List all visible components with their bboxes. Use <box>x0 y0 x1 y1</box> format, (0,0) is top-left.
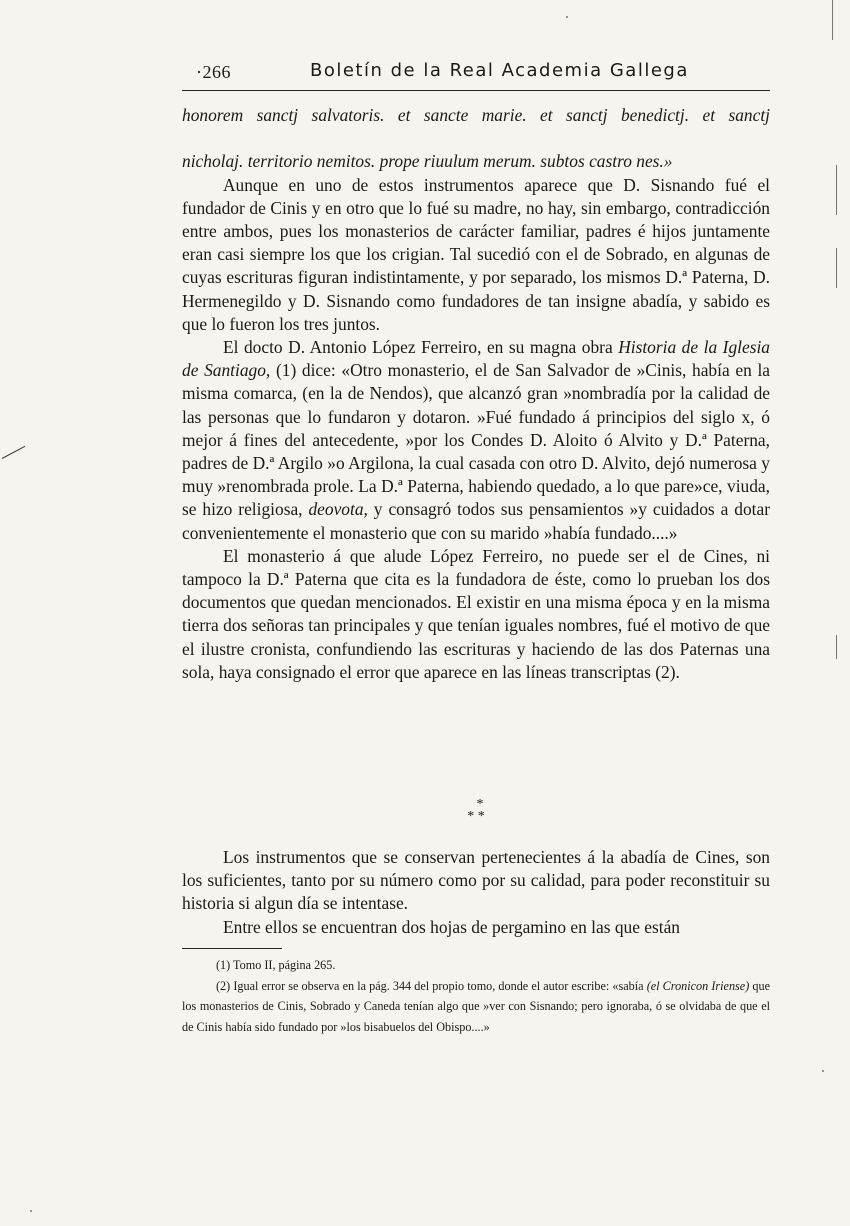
margin-mark <box>836 165 837 215</box>
paper-speck <box>30 1210 32 1212</box>
italic-word: deovota, <box>308 499 368 520</box>
latin-quote-line-1: honorem sanctj salvatoris. et sancte marie. et sanctj benedictj. et sanctj <box>182 105 770 125</box>
footnote-1: (1) Tomo II, página 265. <box>216 958 336 972</box>
paragraph-3: El monasterio á que alude López Ferreiro, no puede ser el de Cines, ni tampoco la D.ª Paterna que cita es la fundadora de éste, como lo prueban los dos documentos que quedan mencionados. El existir en una misma época y en la misma tierra dos señoras tan principales y que tenían iguales nombres, fué el motivo de que el ilustre cronista, confundiendo las escrituras y haciendo de las dos Paternas una sola, haya consignado el error que aparece en las líneas transcriptas (2). <box>182 545 770 682</box>
paragraph-2: El docto D. Antonio López Ferreiro, en su magna obra Historia de la Iglesia de Santiago, (1) dice: «Otro monasterio, el de San Salvador de »Cinis, había en la misma comarca, (en la de Nendos), que alcanzó gran »nombradía por la calidad de las personas que lo fundaron y dotaron. »Fué fundado á principios del siglo x, ó mejor á fines del antecedente, »por los Condes D. Aloito ó Alvito y D.ª Paterna, padres de D.ª Argilo »o Argilona, la cual casada con otro D. Alvito, dejó numerosa y muy »renombrada prole. La D.ª Paterna, habiendo quedado, a lo que pare»ce, viuda, se hizo religiosa, deovota, y consagró todos sus pensamientos »y cuidados a dotar convenientemente el monasterio que con su marido »había fundado....» <box>182 337 771 543</box>
margin-scratch <box>2 446 25 459</box>
header-rule <box>182 90 770 91</box>
paper-speck <box>822 1070 824 1072</box>
book-title: Historia de la Iglesia de Santiago, <box>182 337 770 381</box>
section-dinkus: * * * <box>467 797 485 824</box>
page-number: ·266 <box>196 62 231 82</box>
running-title: Boletín de la Real Academia Gallega <box>310 60 689 81</box>
margin-mark <box>832 0 833 40</box>
paragraph-5: Entre ellos se encuentran dos hojas de pergamino en las que están <box>223 916 681 937</box>
paragraph-4: Los instrumentos que se conservan pertenecientes á la abadía de Cines, son los suficientes, tanto por su número como por su calidad, para poder reconstituir su historia si algun día se intentase. <box>182 847 770 914</box>
footnote-rule <box>182 948 282 949</box>
paper-speck <box>566 16 568 18</box>
margin-mark <box>836 248 837 288</box>
margin-mark <box>836 635 837 659</box>
paragraph-1: Aunque en uno de estos instrumentos aparece que D. Sisnando fué el fundador de Cinis y en otro que lo fué su madre, no hay, sin embargo, contradicción entre ambos, pues los monasterios de carácter familiar, padres é hijos juntamente eran casi siempre los que los crigian. Tal sucedió con el de Sobrado, en algunas de cuyas escrituras figuran indistintamente, y por separado, los mismos D.ª Paterna, D. Hermenegildo y D. Sisnando como fundadores de tan insigne abadía, y sabido es que lo fueron los tres juntos. <box>182 174 770 334</box>
main-text <box>182 104 770 684</box>
latin-quote-line-2: nicholaj. territorio nemitos. prope riuulum merum. subtos castro nes.» <box>182 151 673 172</box>
footnotes <box>182 955 770 1037</box>
footnote-2: (2) Igual error se observa en la pág. 344 del propio tomo, donde el autor escribe: «sabía (el Cronicon Iriense) que los monasterios de Cinis, Sobrado y Caneda tenían algo que »ver con Sisnando; pero ignoraba, ó se olvidaba de que el de Cinis había sido fundado por »los bisabuelos del Obispo....» <box>182 978 770 1034</box>
page-header <box>182 58 770 88</box>
second-section <box>182 846 770 939</box>
